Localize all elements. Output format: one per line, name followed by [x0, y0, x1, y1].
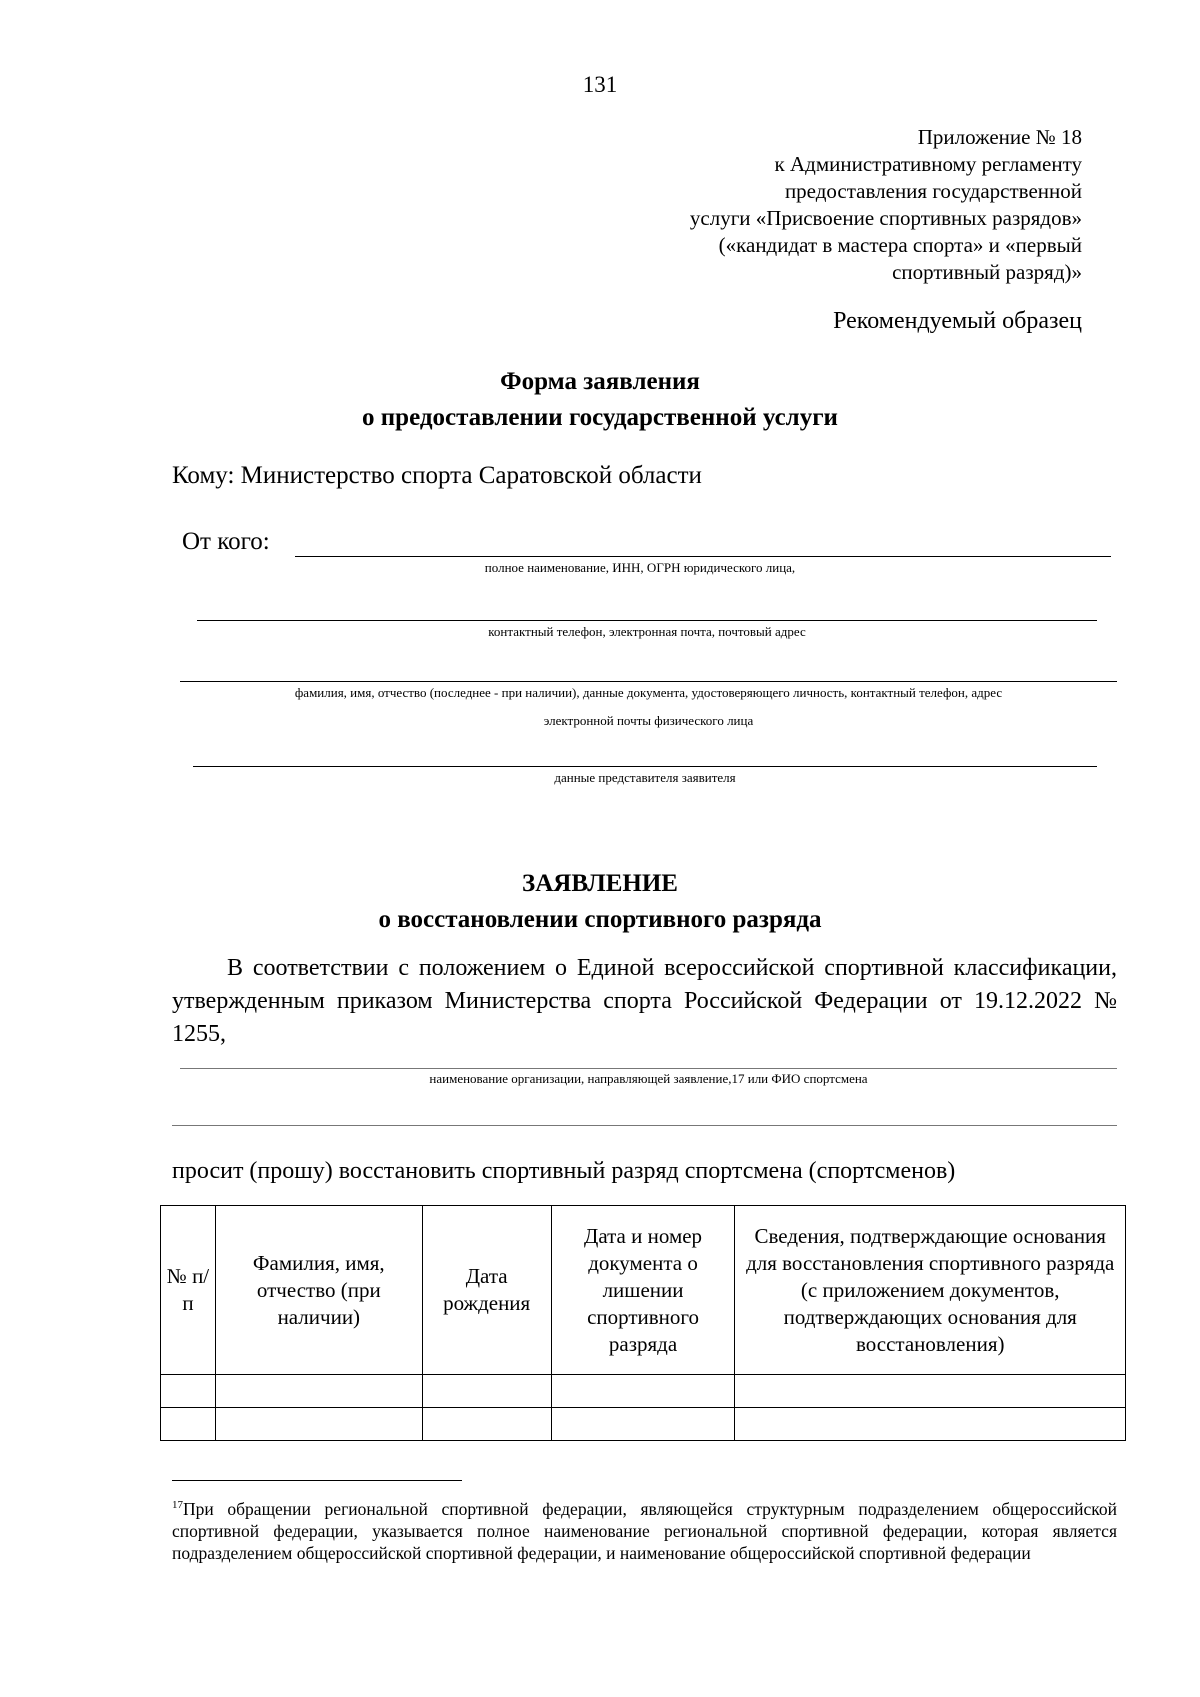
- contacts-caption: контактный телефон, электронная почта, почтовый адрес: [488, 624, 806, 639]
- column-header-birth-date: Дата рождения: [422, 1206, 551, 1375]
- recommended-sample-label: Рекомендуемый образец: [833, 308, 1082, 334]
- appendix-line: предоставления государственной: [784, 179, 1082, 203]
- table-row: [161, 1375, 1126, 1408]
- organization-caption: наименование организации, направляющей заявление,17 или ФИО спортсмена: [429, 1071, 868, 1086]
- statement-body: [172, 952, 1117, 1051]
- organization-field-line-2[interactable]: [172, 1125, 1117, 1126]
- table-cell[interactable]: [422, 1375, 551, 1408]
- appendix-line: услуги «Присвоение спортивных разрядов»: [689, 206, 1082, 230]
- individual-field-line[interactable]: [180, 681, 1117, 682]
- sender-label: От кого:: [182, 528, 270, 555]
- footnote-separator: [172, 1480, 462, 1481]
- table-cell[interactable]: [551, 1375, 735, 1408]
- appendix-line: спортивный разряд)»: [892, 260, 1082, 284]
- column-header-full-name: Фамилия, имя, отчество (при наличии): [215, 1206, 422, 1375]
- column-header-number: № п/п: [161, 1206, 216, 1375]
- individual-caption-continued: электронной почты физического лица: [543, 713, 754, 728]
- footnote: [172, 1494, 1117, 1564]
- appendix-line: Приложение № 18: [917, 125, 1082, 149]
- table-header-row: [161, 1206, 1126, 1375]
- form-title: [0, 364, 1200, 436]
- table-row: [161, 1408, 1126, 1441]
- athletes-table: [160, 1205, 1126, 1441]
- table-cell[interactable]: [551, 1408, 735, 1441]
- individual-caption: фамилия, имя, отчество (последнее - при наличии), данные документа, удостоверяющего личность, контактный телефон, адрес: [294, 685, 1003, 700]
- statement-title-line: о восстановлении спортивного разряда: [378, 906, 822, 933]
- table-cell[interactable]: [215, 1408, 422, 1441]
- footnote-text: При обращении региональной спортивной федерации, являющейся структурным подразделением общероссийской спортивной федерации, указывается полное наименование региональной спортивной федерации, которая является подразделением общероссийской спортивной федерации, и наименование общероссийской спортивной федерации: [172, 1498, 1117, 1563]
- contacts-field-line[interactable]: [197, 620, 1097, 621]
- request-text: просит (прошу) восстановить спортивный разряд спортсмена (спортсменов): [172, 1158, 956, 1184]
- appendix-reference: [690, 124, 1082, 286]
- statement-body-text: В соответствии с положением о Единой всероссийской спортивной классификации, утвержденным приказом Министерства спорта Российской Федерации от 19.12.2022 № 1255,: [172, 955, 1117, 1047]
- sender-legal-entity-caption: полное наименование, ИНН, ОГРН юридического лица,: [484, 560, 796, 575]
- table-cell[interactable]: [161, 1408, 216, 1441]
- page-number: 131: [582, 72, 618, 97]
- organization-field-line[interactable]: [180, 1068, 1117, 1069]
- representative-field-line[interactable]: [193, 766, 1097, 767]
- representative-caption: данные представителя заявителя: [554, 770, 736, 785]
- statement-title-line: ЗАЯВЛЕНИЕ: [522, 870, 678, 897]
- table-cell[interactable]: [422, 1408, 551, 1441]
- sender-field-line[interactable]: [295, 556, 1111, 557]
- statement-title: [0, 866, 1200, 938]
- appendix-line: («кандидат в мастера спорта» и «первый: [718, 233, 1082, 257]
- footnote-marker: 17: [172, 1499, 183, 1511]
- table-cell[interactable]: [161, 1375, 216, 1408]
- recipient-line: Кому: Министерство спорта Саратовской области: [172, 462, 702, 489]
- form-title-line: о предоставлении государственной услуги: [362, 404, 838, 431]
- table-cell[interactable]: [215, 1375, 422, 1408]
- column-header-deprivation-document: Дата и номер документа о лишении спортивного разряда: [551, 1206, 735, 1375]
- appendix-line: к Административному регламенту: [774, 152, 1082, 176]
- table-cell[interactable]: [735, 1375, 1126, 1408]
- table-cell[interactable]: [735, 1408, 1126, 1441]
- column-header-restoration-grounds: Сведения, подтверждающие основания для восстановления спортивного разряда (с приложением документов, подтверждающих основания для восстановления): [735, 1206, 1126, 1375]
- form-title-line: Форма заявления: [500, 368, 700, 395]
